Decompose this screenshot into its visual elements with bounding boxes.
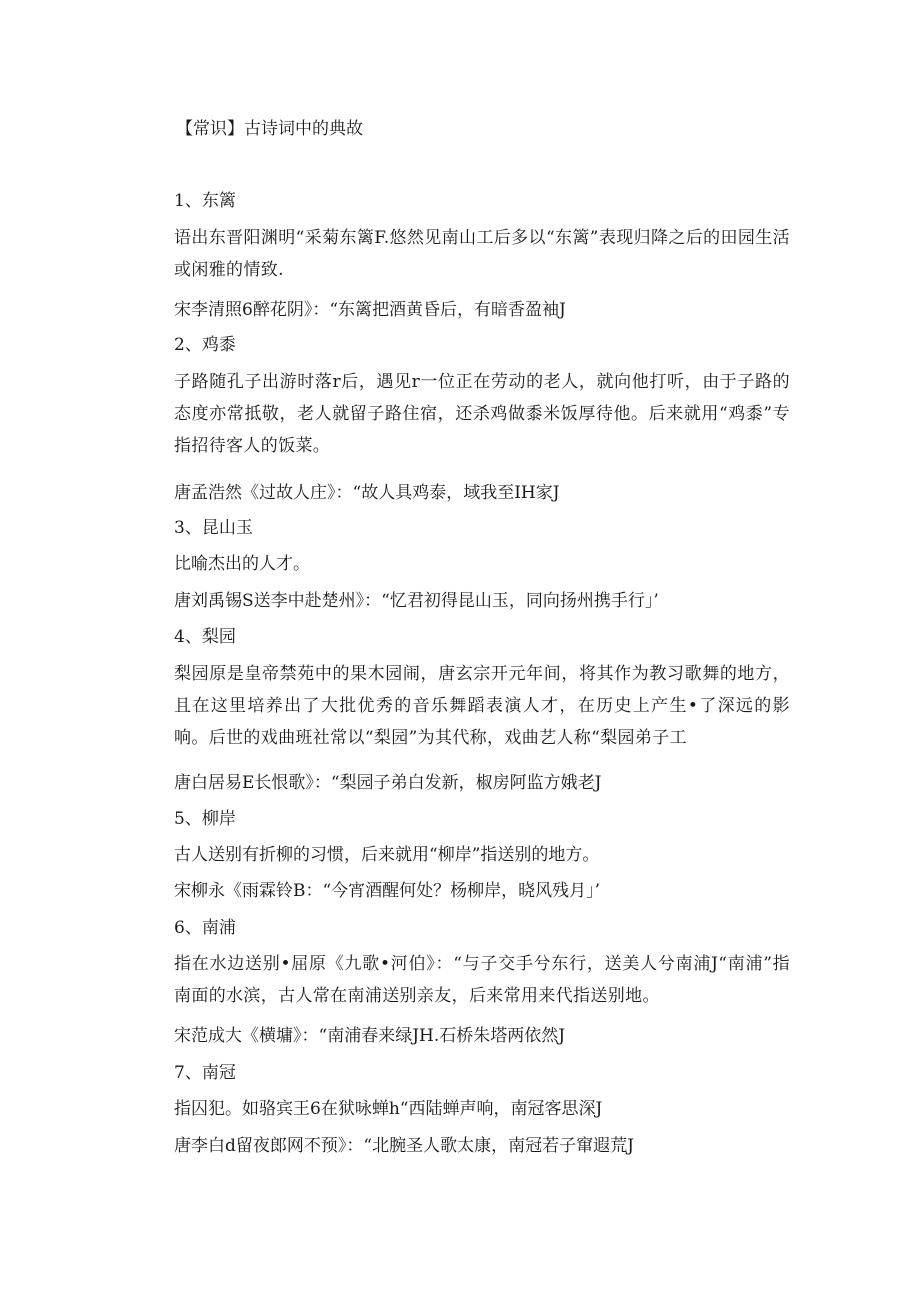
section-4-description: 梨园原是皇帝禁苑中的果木园闹，唐玄宗开元年间，将其作为教习歌舞的地方，且在这里培养出了大批优秀的音乐舞蹈表演人才，在历史上产生•了深远的影响。后世的戏曲班社常以“梨园”为其代称，戏曲艺人称“梨园弟子工 [174, 664, 790, 748]
section-5-description: 古人送别有折柳的习惯，后来就用“柳岸”指送别的地方。 [174, 845, 600, 865]
section-3-description: 比喻杰出的人才。 [174, 554, 310, 574]
section-1-heading: 1、东篱 [174, 191, 236, 211]
section-6-example: 宋范成大《横墉》：“南浦春来绿JH.石桥朱塔两依然J [174, 1026, 566, 1046]
section-3-example: 唐刘禹锡S送李中赴楚州》：“忆君初得昆山玉，同向扬州携手行」’ [174, 591, 659, 611]
page-title: 【常识】古诗词中的典故 [176, 119, 363, 139]
section-6-heading: 6、南浦 [174, 918, 236, 938]
section-2-example: 唐孟浩然《过故人庄》：“故人具鸡泰，域我至IH家J [174, 483, 560, 503]
section-5-heading: 5、柳岸 [174, 809, 236, 829]
section-3-heading: 3、昆山玉 [174, 518, 253, 538]
section-5-example: 宋柳永《雨霖铃B：“今宵酒醒何处？杨柳岸，晓风残月」’ [174, 881, 601, 901]
section-7-example: 唐李白d留夜郎网不预》：“北腕圣人歌太康，南冠若子窜遐荒J [174, 1136, 634, 1156]
section-2-description: 子路随孔子出游时落r后，遇见r一位正在劳动的老人，就向他打听，由于子路的态度亦常抵敬，老人就留子路住宿，还杀鸡做黍米饭厚待他。后来就用“鸡黍”专指招待客人的饭菜。 [174, 372, 790, 456]
section-7-heading: 7、南冠 [174, 1063, 236, 1083]
section-2-heading: 2、鸡黍 [174, 335, 236, 355]
section-1-description: 语出东晋阳渊明“采菊东篱F.悠然见南山工后多以“东篱”表现归降之后的田园生活或闲雅的情致. [174, 228, 790, 280]
section-1-example: 宋李清照6醉花阴》：“东篱把酒黄昏后，有暗香盈袖J [174, 300, 566, 320]
section-4-example: 唐白居易E长恨歌》：“梨园子弟白发新，椒房阿监方娥老J [174, 773, 602, 793]
section-4-heading: 4、梨园 [174, 627, 236, 647]
section-7-description: 指囚犯。如骆宾王6在狱咏蝉h“西陆蝉声响，南冠客思深J [174, 1099, 603, 1119]
section-6-description: 指在水边送别•屈原《九歌•河伯》：“与子交手兮东行，送美人兮南浦J“南浦”指南面的水滨，古人常在南浦送别亲友，后来常用来代指送别地。 [174, 954, 790, 1006]
